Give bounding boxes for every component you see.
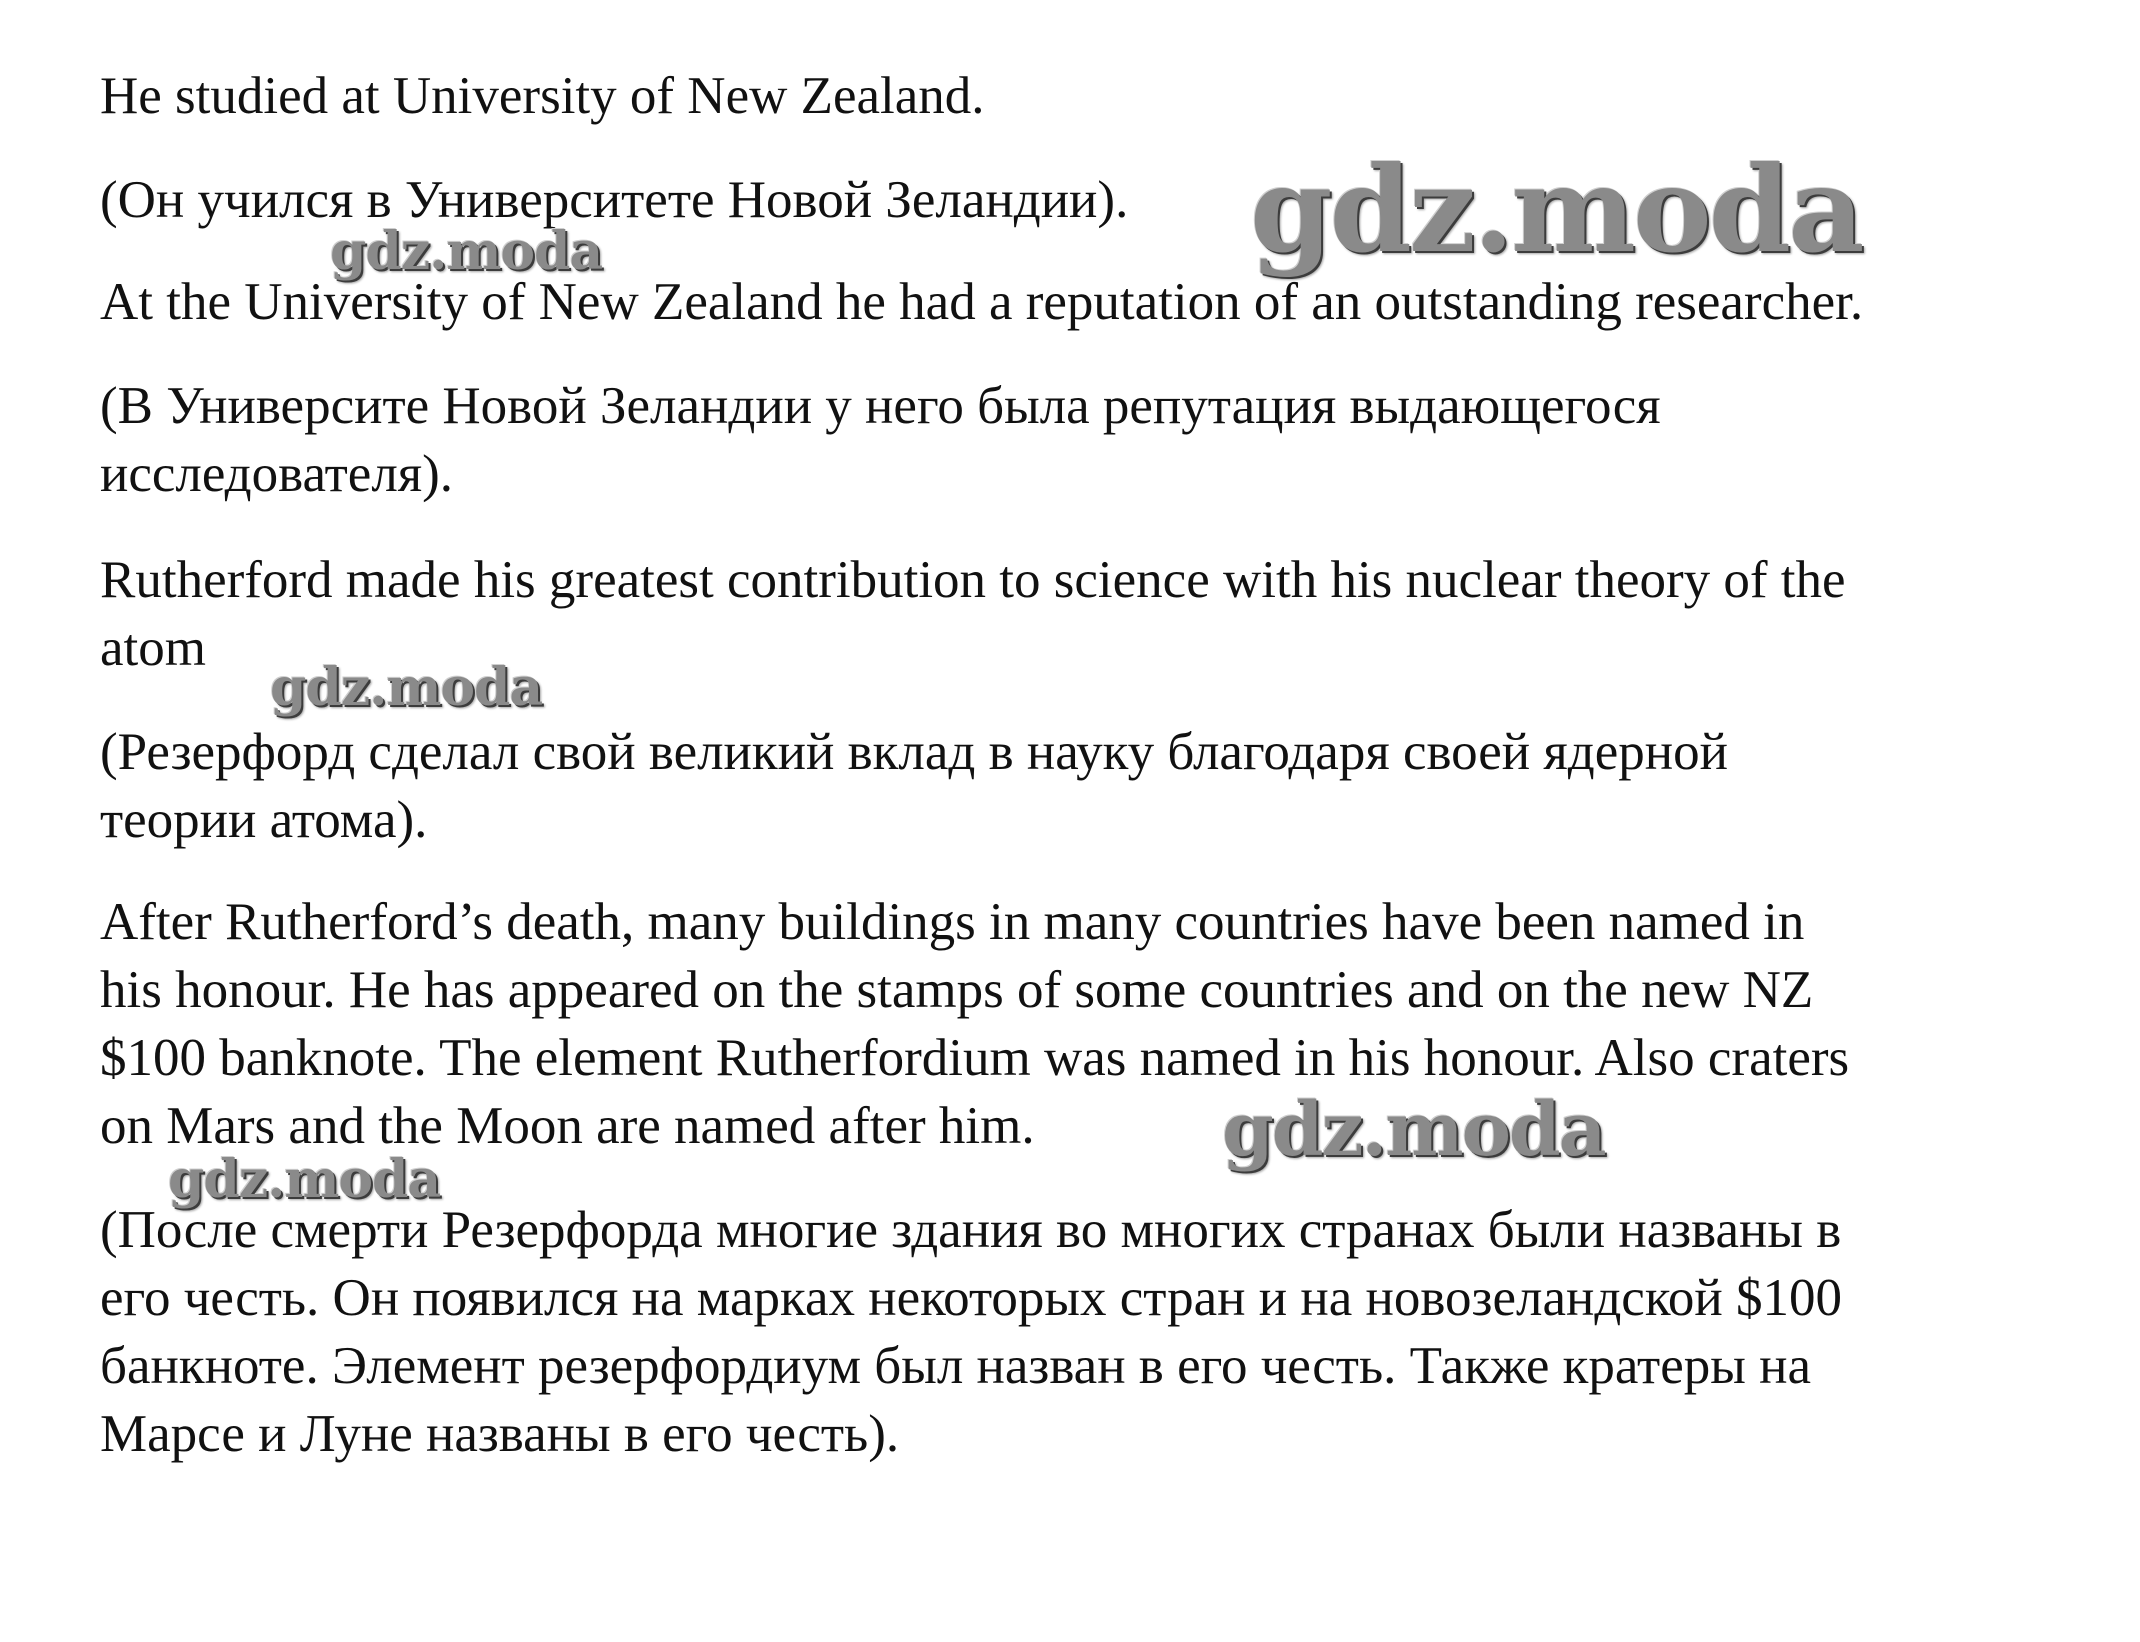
watermark-logo: gdz.moda bbox=[330, 221, 603, 282]
text-line: (Резерфорд сделал свой великий вклад в науку благодаря своей ядерной bbox=[100, 723, 1729, 781]
text-line: банкноте. Элемент резерфордиум был назван в его честь. Также кратеры на bbox=[100, 1337, 1811, 1395]
watermark-logo: gdz.moda bbox=[270, 657, 543, 718]
text-line: его честь. Он появился на марках некоторых стран и на новозеландской $100 bbox=[100, 1269, 1842, 1327]
paragraph-english-studied bbox=[100, 62, 2100, 130]
paragraph-russian-honour bbox=[100, 1196, 2100, 1468]
text-line: his honour. He has appeared on the stamps of some countries and on the new NZ bbox=[100, 961, 1814, 1019]
watermark-logo: gdz.moda bbox=[1250, 140, 1862, 279]
text-line: Марсе и Луне названы в его честь). bbox=[100, 1405, 900, 1463]
paragraph-russian-reputation bbox=[100, 372, 2100, 508]
watermark-logo: gdz.moda bbox=[168, 1149, 441, 1210]
text-line: теории атома). bbox=[100, 791, 428, 849]
text-line: He studied at University of New Zealand. bbox=[100, 67, 985, 125]
paragraph-english-honour bbox=[100, 888, 2100, 1160]
text-line: (В Университе Новой Зеландии у него была репутация выдающегося bbox=[100, 377, 1661, 435]
text-line: (Он учился в Университете Новой Зеландии). bbox=[100, 171, 1129, 229]
text-line: atom bbox=[100, 619, 206, 677]
paragraph-russian-contribution bbox=[100, 718, 2100, 854]
text-line: Rutherford made his greatest contribution to science with his nuclear theory of the bbox=[100, 551, 1846, 609]
text-line: исследователя). bbox=[100, 445, 454, 503]
text-line: (После смерти Резерфорда многие здания во многих странах были названы в bbox=[100, 1201, 1842, 1259]
text-line: $100 banknote. The element Rutherfordium was named in his honour. Also craters bbox=[100, 1029, 1850, 1087]
text-line: After Rutherford’s death, many buildings in many countries have been named in bbox=[100, 893, 1805, 951]
text-line: At the University of New Zealand he had a reputation of an outstanding researcher. bbox=[100, 273, 1864, 331]
text-line: on Mars and the Moon are named after him. bbox=[100, 1097, 1035, 1155]
watermark-logo: gdz.moda bbox=[1222, 1087, 1605, 1173]
